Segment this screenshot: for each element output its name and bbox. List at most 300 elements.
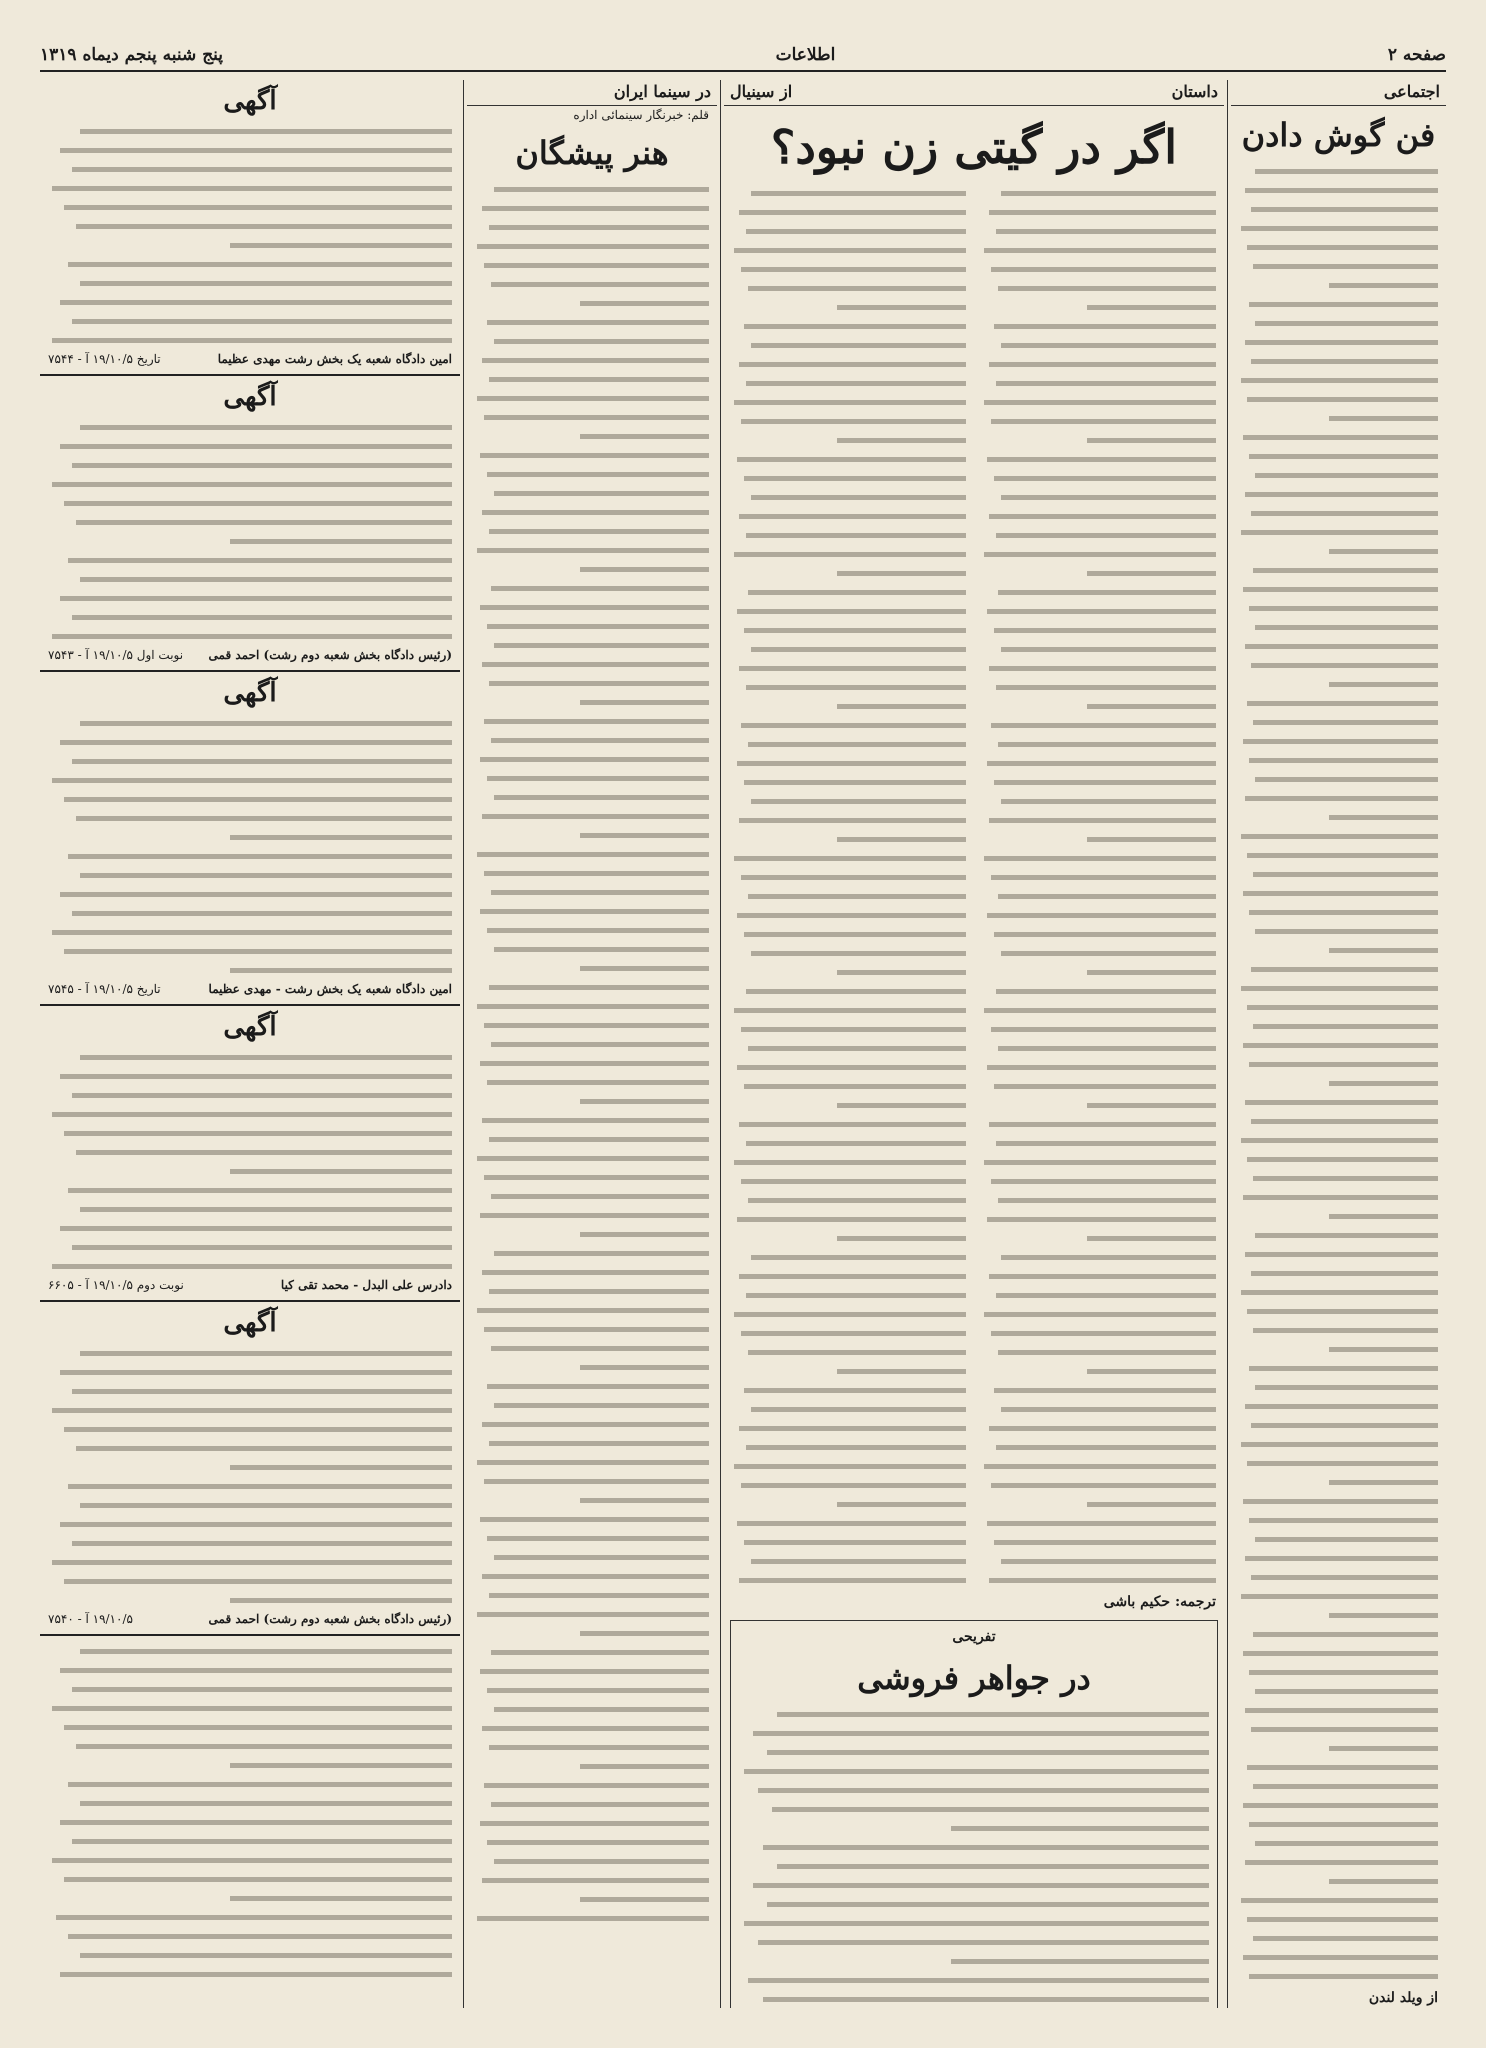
text-line-fill [52,1560,452,1565]
text-line-fill [64,949,452,954]
ad-title: آگهی [223,1012,277,1042]
text-line-fill [64,1877,452,1882]
text-line-fill [741,419,966,424]
page-number: صفحه ۲ [1387,45,1446,65]
text-line [982,1248,1216,1267]
text-line [475,1643,709,1662]
text-line-fill [52,338,452,343]
text-line [982,868,1216,887]
text-line [732,1438,966,1457]
text-line [1239,1340,1438,1359]
text-line [475,674,709,693]
text-line [982,1324,1216,1343]
text-line-fill [482,1878,709,1883]
text-line [475,1244,709,1263]
text-line-fill [60,444,452,449]
text-line-fill [52,1408,452,1413]
text-line [1239,1758,1438,1777]
text-line [1239,276,1438,295]
text-line-fill [80,1801,452,1806]
text-line-fill [998,1198,1216,1203]
text-line-fill [1247,853,1438,858]
ad-title: آگهی [223,1308,277,1338]
text-line [739,1819,1209,1838]
text-line [48,1756,452,1775]
text-line [982,1571,1216,1590]
text-line [475,1301,709,1320]
text-line-fill [998,590,1216,595]
text-line [982,222,1216,241]
text-line [48,1642,452,1661]
text-line-fill [1253,1024,1438,1029]
section-label: در سینما ایران [467,80,717,106]
text-line [48,179,452,198]
column-divider [720,80,721,2008]
text-line-fill [580,966,709,971]
text-line [982,374,1216,393]
text-line [475,788,709,807]
text-line [982,830,1216,849]
text-line-fill [484,871,709,876]
ad-title: آگهی [223,678,277,708]
text-line [475,1605,709,1624]
text-line-fill [580,833,709,838]
text-line-fill [1253,1936,1438,1941]
text-line-fill [837,970,966,975]
text-line-fill [494,643,709,648]
text-line-fill [1249,302,1438,307]
text-line-fill [1251,359,1438,364]
text-line [475,1567,709,1586]
text-line [982,1419,1216,1438]
text-line [1239,1416,1438,1435]
text-line [732,526,966,545]
text-line [475,940,709,959]
text-line-fill [767,1902,1209,1907]
text-line [475,408,709,427]
story-columns [724,184,1224,1590]
text-line [732,830,966,849]
text-line [475,1149,709,1168]
text-line [732,1210,966,1229]
text-line-fill [1087,438,1216,443]
text-line-fill [1247,701,1438,706]
text-line [732,1343,966,1362]
text-line [48,904,452,923]
text-line-fill [1255,1689,1438,1694]
text-line [732,222,966,241]
text-line [48,1238,452,1257]
text-line-fill [991,1483,1216,1488]
text-line-fill [1329,1347,1438,1352]
text-line-fill [494,1403,709,1408]
text-line [982,317,1216,336]
text-line-fill [748,1978,1209,1983]
text-line-fill [996,989,1216,994]
text-line [48,627,452,646]
text-line-fill [1255,1233,1438,1238]
text-line-fill [230,1169,452,1174]
text-line-fill [1249,1974,1438,1979]
text-line [732,640,966,659]
text-line-fill [491,890,709,895]
text-line [48,160,452,179]
text-line-fill [994,780,1216,785]
text-line [982,1020,1216,1039]
text-line-fill [477,1916,709,1921]
text-line-fill [482,1422,709,1427]
text-line [732,1400,966,1419]
text-line [475,560,709,579]
text-line [475,978,709,997]
text-line [732,488,966,507]
text-line-fill [72,759,452,764]
text-line-fill [989,210,1216,215]
text-line-fill [763,1845,1210,1850]
text-line-fill [80,1953,452,1958]
text-line-fill [837,438,966,443]
text-line [732,868,966,887]
text-line [1239,1397,1438,1416]
text-line-fill [1329,1879,1438,1884]
text-line-fill [734,1464,966,1469]
text-line [48,1477,452,1496]
text-line-fill [753,1731,1209,1736]
text-line [1239,1796,1438,1815]
text-line-fill [737,1065,966,1070]
text-line [739,1705,1209,1724]
text-line-fill [52,1858,452,1863]
text-line-fill [1087,305,1216,310]
text-line [1239,751,1438,770]
text-line [982,678,1216,697]
text-line-fill [72,615,452,620]
text-line [982,412,1216,431]
text-line-fill [734,400,966,405]
text-line [982,1058,1216,1077]
text-line-fill [52,1706,452,1711]
text-line-fill [477,852,709,857]
text-line-fill [744,1388,966,1393]
text-line-fill [80,129,452,134]
text-line [1239,1625,1438,1644]
text-line [1239,713,1438,732]
text-line-fill [837,704,966,709]
text-line [739,1990,1209,2008]
text-line [475,1814,709,1833]
text-line [1239,1929,1438,1948]
text-line [1239,1017,1438,1036]
text-line [732,678,966,697]
text-line [475,199,709,218]
text-line-fill [746,1445,966,1450]
text-line [732,887,966,906]
text-line [475,446,709,465]
text-line-fill [480,909,709,914]
text-line [982,545,1216,564]
text-line [732,336,966,355]
text-line [1239,1302,1438,1321]
text-line [1239,694,1438,713]
text-line [475,1795,709,1814]
text-line [475,1092,709,1111]
text-line [732,583,966,602]
text-line-fill [489,1441,709,1446]
text-line-fill [477,548,709,553]
text-line-fill [991,1179,1216,1184]
text-line [732,1552,966,1571]
text-line [48,1794,452,1813]
ad-date: تاریخ ۱۹/۱۰/۵ آ - ۷۵۴۵ [48,982,161,996]
text-line [475,1852,709,1871]
text-line-fill [1251,1727,1438,1732]
text-line-fill [60,1668,452,1673]
text-line-fill [1251,511,1438,516]
text-line [982,1476,1216,1495]
text-line-fill [482,510,709,515]
text-line-fill [489,225,709,230]
text-line-fill [68,1934,452,1939]
text-line-fill [1087,1236,1216,1241]
text-line [48,1813,452,1832]
text-line-fill [477,1460,709,1465]
text-line [732,545,966,564]
text-line [475,921,709,940]
text-line-fill [52,930,452,935]
text-line-fill [1245,188,1438,193]
text-line-fill [991,419,1216,424]
text-line [48,1382,452,1401]
text-line-fill [1329,1214,1438,1219]
text-line-fill [1243,1499,1438,1504]
text-line-fill [739,514,966,519]
text-line-fill [60,148,452,153]
text-line-fill [737,457,966,462]
text-line [982,355,1216,374]
text-line-fill [1247,397,1438,402]
text-line-fill [1243,1195,1438,1200]
text-line-fill [987,1521,1216,1526]
text-line-fill [64,1579,452,1584]
text-line-fill [60,1370,452,1375]
text-line-fill [744,1084,966,1089]
text-line-fill [480,1061,709,1066]
text-line [48,1420,452,1439]
text-line [732,1153,966,1172]
text-line-fill [489,1289,709,1294]
text-line-fill [1255,1385,1438,1390]
text-line [732,659,966,678]
text-line [982,1115,1216,1134]
text-line-fill [1001,1407,1216,1412]
text-line [48,771,452,790]
text-line-fill [487,928,709,933]
text-line-fill [52,1112,452,1117]
text-line [982,469,1216,488]
text-line-fill [230,1896,452,1901]
text-line-fill [64,797,452,802]
text-line [982,203,1216,222]
text-line-fill [64,205,452,210]
text-line [48,1515,452,1534]
text-line-fill [477,1156,709,1161]
text-line-fill [482,358,709,363]
text-line [982,1096,1216,1115]
text-line [982,507,1216,526]
text-line-fill [994,1540,1216,1545]
text-line-fill [494,1555,709,1560]
text-line [1239,181,1438,200]
text-line-fill [1243,1043,1438,1048]
text-line [982,792,1216,811]
text-line [982,754,1216,773]
text-line-fill [744,1921,1209,1926]
text-line-fill [1001,1255,1216,1260]
text-line [48,733,452,752]
text-line-fill [1245,1252,1438,1257]
text-line-fill [989,1122,1216,1127]
text-line [1239,1720,1438,1739]
text-line-fill [951,1826,1210,1831]
text-line [475,1263,709,1282]
text-line [982,488,1216,507]
text-line-fill [1249,1366,1438,1371]
text-line-fill [837,1502,966,1507]
text-line [48,1401,452,1420]
text-line [48,570,452,589]
text-line-fill [837,305,966,310]
text-line-fill [987,457,1216,462]
text-line-fill [52,186,452,191]
text-line-fill [1087,970,1216,975]
story-body-left [724,184,974,1590]
text-line [732,241,966,260]
text-line-fill [739,818,966,823]
text-line-fill [1255,169,1438,174]
text-line [732,1172,966,1191]
text-line [1239,1701,1438,1720]
text-line-fill [998,286,1216,291]
text-line-fill [744,932,966,937]
article-title: هنر پیشگان [515,134,669,172]
text-line-fill [739,210,966,215]
text-line-fill [751,343,966,348]
text-line [48,418,452,437]
ad-footer [40,646,460,664]
text-line-fill [580,567,709,572]
text-line-fill [1245,1404,1438,1409]
text-line [48,255,452,274]
text-line [48,141,452,160]
text-line-fill [72,167,452,172]
text-line [48,1889,452,1908]
text-line-fill [751,647,966,652]
text-line [739,1838,1209,1857]
text-line-fill [746,685,966,690]
text-line [982,1495,1216,1514]
text-line [475,1282,709,1301]
text-line-fill [741,1027,966,1032]
text-line-fill [482,662,709,667]
text-line [1239,1055,1438,1074]
ad-date: ۱۹/۱۰/۵ آ - ۷۵۴۰ [48,1612,133,1626]
ad-body [40,714,460,980]
text-line-fill [68,1484,452,1489]
text-line [1239,960,1438,979]
text-line-fill [80,1503,452,1508]
text-line-fill [72,1389,452,1394]
text-line [48,1105,452,1124]
text-line-fill [489,529,709,534]
article-body [1231,162,1446,1986]
text-line-fill [987,913,1216,918]
text-line-fill [1255,473,1438,478]
text-line [732,184,966,203]
text-line [48,1439,452,1458]
text-line-fill [1329,1081,1438,1086]
text-line [475,218,709,237]
text-line-fill [994,324,1216,329]
story-translator: ترجمه: حکیم باشی [1103,1594,1216,1610]
text-line [739,1724,1209,1743]
text-line [1239,542,1438,561]
text-line-fill [491,586,709,591]
text-line-fill [744,324,966,329]
text-line [475,237,709,256]
text-line-fill [1245,644,1438,649]
ad-signature: دادرس علی البدل - محمد تقی کیا [280,1278,452,1292]
text-line-fill [491,282,709,287]
text-line [48,1124,452,1143]
text-line [732,1115,966,1134]
text-line-fill [1245,1860,1438,1865]
text-line-fill [984,552,1216,557]
text-line-fill [230,243,452,248]
section-label-source: از سینیال [730,82,793,101]
text-line [1239,1910,1438,1929]
text-line-fill [480,757,709,762]
text-line-fill [767,1750,1209,1755]
text-line-fill [1251,1119,1438,1124]
text-line [732,754,966,773]
text-line-fill [487,624,709,629]
bottom-articles [40,1642,460,1984]
text-line-fill [994,932,1216,937]
ad-footer [40,350,460,368]
text-line [475,1415,709,1434]
text-line-fill [758,1940,1209,1945]
story-title: اگر در گیتی زن نبود؟ [770,120,1178,174]
text-line-fill [72,1093,452,1098]
text-line [48,1572,452,1591]
text-line [1239,903,1438,922]
text-line [982,431,1216,450]
text-line [475,636,709,655]
text-line-fill [1243,587,1438,592]
text-line-fill [741,1179,966,1184]
text-line [48,1496,452,1515]
text-line-fill [80,873,452,878]
ad-signature: (رئیس دادگاه بخش شعبه دوم رشت) احمد قمی [208,648,452,662]
text-line-fill [72,1541,452,1546]
text-line [982,1381,1216,1400]
text-line-fill [1243,1955,1438,1960]
text-line-fill [1087,571,1216,576]
text-line [1239,352,1438,371]
text-line-fill [480,453,709,458]
text-line-fill [772,1807,1209,1812]
text-line-fill [491,1042,709,1047]
